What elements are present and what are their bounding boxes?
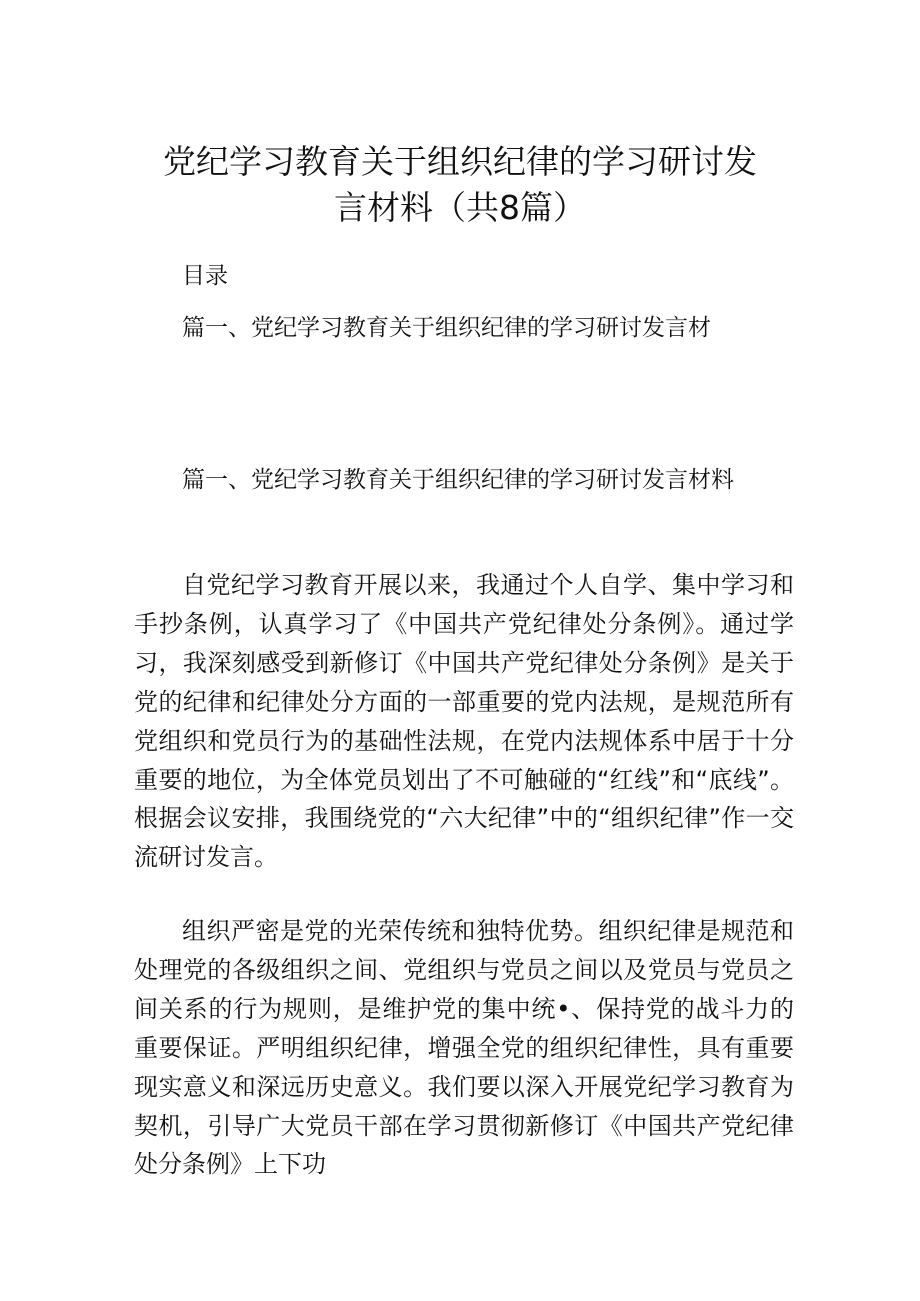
document-title-line-1: 党纪学习教育关于组织纪律的学习研讨发: [163, 142, 757, 181]
section-heading: 篇一、党纪学习教育关于组织纪律的学习研讨发言材料: [182, 467, 734, 493]
toc-heading: 目录: [182, 263, 228, 289]
toc-item[interactable]: 篇一、党纪学习教育关于组织纪律的学习研讨发言材: [182, 315, 711, 341]
document-title-line-2: 言材料（共8篇）: [334, 188, 586, 227]
body-paragraph: 自党纪学习教育开展以来，我通过个人自学、集中学习和手抄条例，认真学习了《中国共产党纪律处分条例》。通过学习，我深刻感受到新修订《中国共产党纪律处分条例》是关于党的纪律和纪律处分方面的一部重要的党内法规，是规范所有党组织和党员行为的基础性法规，在党内法规体系中居于十分重要的地位，为全体党员划出了不可触碰的“红线”和“底线”。根据会议安排，我围绕党的“六大纪律”中的“组织纪律”作一交流研讨发言。: [134, 571, 794, 872]
body-paragraph: 组织严密是党的光荣传统和独特优势。组织纪律是规范和处理党的各级组织之间、党组织与党员之间以及党员与党员之间关系的行为规则，是维护党的集中统•、保持党的战斗力的重要保证。严明组织纪律，增强全党的组织纪律性，具有重要现实意义和深远历史意义。我们要以深入开展党纪学习教育为契机，引导广大党员干部在学习贯彻新修订《中国共产党纪律处分条例》上下功: [134, 917, 794, 1179]
